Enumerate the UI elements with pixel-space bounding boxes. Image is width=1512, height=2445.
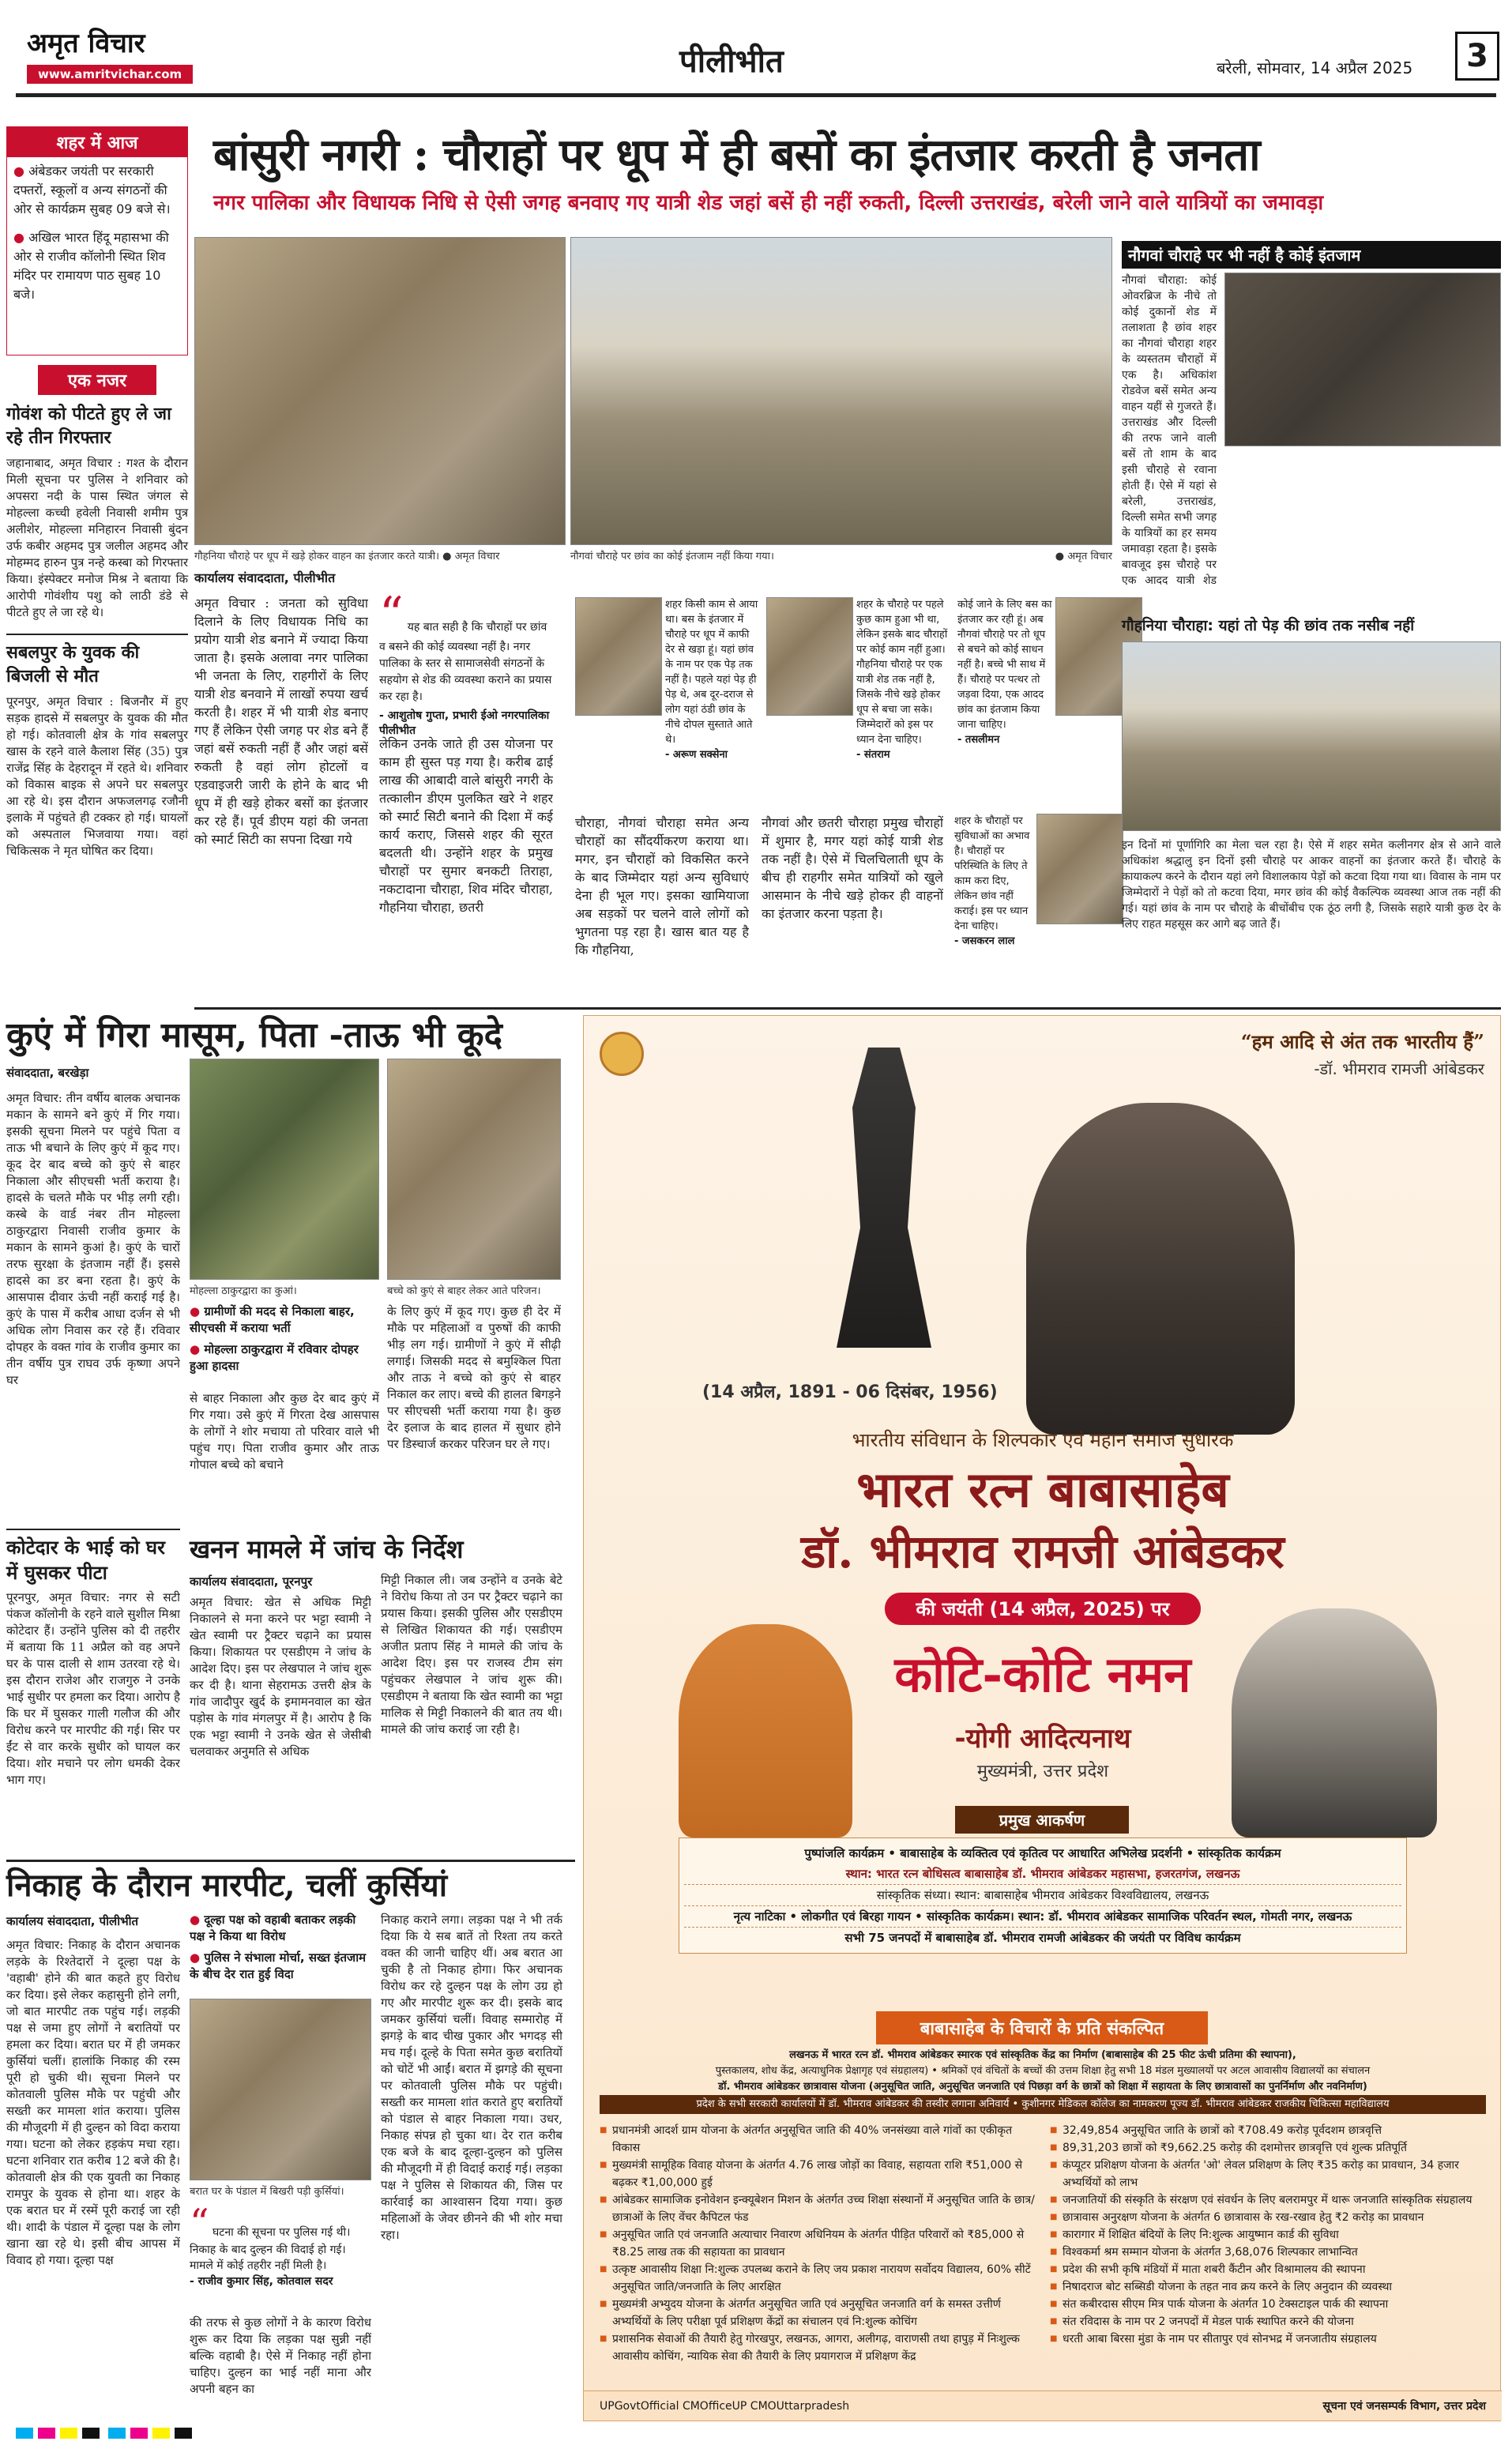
- scheme-item: ■ धरती आबा बिरसा मुंडा के नाम पर सीतापुर एवं सोनभद्र में जनजातीय संग्रहालय: [1050, 2330, 1486, 2348]
- vox-text: कोई जाने के लिए बस का इंतजार कर रही हूं। अब नौगवां चौराहे पर तो धूप से बचने को कोई साधन नहीं है। बच्चे भी साथ में हैं। चौराहे पर पत्थर तो जड़वा दिया, एक आदद छांव का इंतजाम किया जाना चाहिए। - तसलीमन: [957, 599, 1052, 746]
- well-body: के लिए कुएं में कूद गए। कुछ ही देर में मौके पर महिलाओं व पुरुषों की काफी भीड़ लग गई। ग्रामीणों ने कुएं में सीढ़ी लगाई। जिसकी मदद से बमुश्किल पिता और ताऊ ने बच्चे को कुएं से बाहर निकाल कर लाए। बच्चे की हालत बिगड़ने पर सीएचसी भर्ती कराया गया है। कुछ देर इलाज के बाद हालत में सुधार होने पर डिस्चार्ज करकर परिजन घर ले गए।: [387, 1304, 561, 1451]
- lead-body: अमृत विचार : जनता को सुविधा दिलाने के लिए विधायक निधि का प्रयोग यात्री शेड बनाने में ज्यादा किया जाता है। इसके अलावा नगर पालिका भी जनता के लिए, राहगीरों के लिए यात्री शेड बनवाने में लाखों रुपया खर्च करती है। शहर में भी यात्री शेड बनाए गए हैं लेकिन ऐसी जगह पर शेड बने हैं जहां बसें रुकती नहीं हैं और जहां बसें रुकती है वहां लोग होटलों व एडवाइजरी जारी के होने के बाद भी धूप में ही खड़े होकर बसों का इंतजार कर रहे हैं। पूर्व डीएम यहां की जनता को स्मार्ट सिटी का सपना दिखा गये: [194, 596, 368, 847]
- side-body: इन दिनों मां पूर्णागिरि का मेला चल रहा है। ऐसे में शहर समेत कलीनगर क्षेत्र से आने वाले अधिकांश श्रद्धालु इन दिनों इसी चौराहे पर आकर वाहनों का इंतजार करते हैं। चौराहे के कायाकल्प करने के दौरान यहां लगे विशालकाय पेड़ों को कटवा दिया गया था। विवास के नाम पर जिम्मेदारों ने पेड़ों को तो कटवा दिया, मगर छांव की कोई वैकल्पिक व्यवस्था आज तक नहीं की गई। यहां छांव के नाम पर चौराहे के बीचोंबीच एक ठूंठ लगी है, जिसके सहारे यात्री कुछ देर के लिए राहत महसूस कर आगे बढ़ जाते हैं।: [1122, 839, 1501, 931]
- photo-gauhaniya: [1122, 641, 1501, 831]
- story-headline: गोवंश को पीटते हुए ले जा रहे तीन गिरफ्तार: [6, 404, 171, 448]
- story-headline: सबलपुर के युवक की बिजली से मौत: [6, 634, 188, 689]
- scheme-item: ■ संत रविदास के नाम पर 2 जनपदों में मेडल पार्क स्थापित करने की योजना: [1050, 2313, 1486, 2330]
- today-item: ● अंबेडकर जयंती पर सरकारी दफ्तरों, स्कूलों व अन्य संगठनों की ओर से कार्यक्रम सुबह 09 बजे से।: [13, 164, 171, 216]
- well-bullets: ● ग्रामीणों की मदद से निकाला बाहर, सीएचसी में कराया भर्ती ● मोहल्ला ठाकुरद्वारा में रविवार दोपहर हुआ हादसा: [190, 1304, 359, 1373]
- kotedar-body: पूरनपुर, अमृत विचार: नगर से सटी पंकज कॉलोनी के रहने वाले सुशील मिश्रा कोटेदार हैं। उन्होंने पुलिस को दी तहरीर में बताया कि 11 अप्रैल को वह अपने घर के पास दाली से शाम उतरवा रहे थे। इस दौरान राजेश और राजगुरु ने उनके भाई सुधीर पर हमला कर दिया। आरोप है कि घर में घुसकर गाली गलौज की और विरोध करने पर मारपीट की गई। सिर पर ईंट से वार करके सुधीर को घायल कर दिया। शोर मचाने पर लोग धमकी देकर भाग गए।: [6, 1590, 180, 1787]
- lead-body: चौराहा, नौगवां चौराहा समेत अन्य चौराहों का सौंदर्यीकरण कराया था। मगर, इन चौराहों को विकसित करने के बाद जिम्मेदार यहां अन्य सुविधाएं देना ही भूल गए। इसका खामियाजा अब सड़कों पर चलने वाले लोगों को भुगतना पड़ रहा है। खास बात यह है कि गौहनिया,: [575, 815, 749, 957]
- photo-caption: बच्चे को कुएं से बाहर लेकर आते परिजन।: [387, 1285, 541, 1297]
- nikah-byline: कार्यालय संवाददाता, पीलीभीत: [6, 1914, 139, 1928]
- scheme-item: ■ कंप्यूटर प्रशिक्षण योजना के अंतर्गत 'ओ' लेवल प्रशिक्षण के लिए ₹35 करोड़ का प्रावधान, 34 हजार अभ्यर्थियों को लाभ: [1050, 2157, 1486, 2191]
- well-headline: कुएं में गिरा मासूम, पिता -ताऊ भी कूदे: [6, 1015, 502, 1055]
- ad-jayanti: की जयंती (14 अप्रैल, 2025) पर: [885, 1593, 1201, 1625]
- ad-signatory: -योगी आदित्यनाथ: [954, 1723, 1131, 1755]
- masthead: [0, 0, 1512, 118]
- vox-photo: [766, 597, 853, 716]
- lead-body: नौगवां और छतरी चौराहा प्रमुख चौराहों में शुमार है, मगर यहां कोई यात्री शेड तक नहीं है। ऐसे में चिलचिलाती धूप के बीच ही राहगीर समेत यात्रियों को खुले आसमान के नीचे खड़े होकर ही वाहनों का इंतजार करना पड़ता है।: [762, 815, 943, 921]
- pledge-box: लखनऊ में भारत रत्न डॉ. भीमराव आंबेडकर स्मारक एवं सांस्कृतिक केंद्र का निर्माण (बाबासाहेब की 25 फीट ऊंची प्रतिमा की स्थापना), पुस्तकालय, शोध केंद्र, अत्याधुनिक प्रेक्षागृह एवं संग्रहालय) • श्रमिकों एवं वंचितों के बच्चों की उत्तम शिक्षा हेतु सभी 18 मंडल मुख्यालयों पर अटल आवासीय विद्यालयों का संचालन डॉ. भीमराव आंबेडकर छात्रावास योजना (अनुसूचित जाति, अनुसूचित जनजाति एवं पिछड़ा वर्ग के छात्रों को शिक्षा में सहायता के लिए छात्रावासों का पुनर्निर्माण और नवनिर्माण) प्रदेश के सभी सरकारी कार्यालयों में डॉ. भीमराव आंबेडकर की तस्वीर लगाना अनिवार्य • कुशीनगर मेडिकल कॉलेज का नामकरण पूज्य डॉ. भीमराव आंबेडकर राजकीय चिकित्सा महाविद्यालय: [600, 2048, 1486, 2114]
- photo-caption: नौगवां चौराहे पर छांव का कोई इंतजाम नहीं किया गया। ● अमृत विचार: [570, 551, 1112, 562]
- nikah-body: निकाह कराने लगा। लड़का पक्ष ने भी तर्क दिया कि ये सब बातें तो रिश्ता तय करते वक्त की जानी चाहिए थीं। अब बरात आ चुकी है तो निकाह होगा। फिर अचानक विरोध कर रहे दुल्हन पक्ष के लोग उग्र हो गए और मारपीट शुरू कर दी। इसके बाद जमकर कुर्सियां चलीं। विवाह सम्मारोह में झगड़े के बाद चीख पुकार और भगदड़ सी मच गई। दूल्हे के पिता समेत कुछ बरातियों को चोटें भी आईं। बरात में झगड़े की सूचना पर कोतवाली पुलिस मौके पर पहुंची। सख्ती कर मामला शांत कराते हुए बरातियों को पंडाल से बाहर निकाला गया। उधर, निकाह संपन्न हो चुका था। देर रात करीब एक बजे के बाद दूल्हा-दुल्हन को पुलिस की मौजूदगी में ही विदाई कराई गई। लड़का पक्ष ने पुलिस से शिकायत की, जिस पर कार्रवाई का आश्वासन दिया गया। कुछ महिलाओं के जेवर छीनने की भी शोर मचा रहा।: [381, 1913, 562, 2242]
- scheme-item: ■ संत कबीरदास सीएम मित्र पार्क योजना के अंतर्गत 10 टेक्सटाइल पार्क की स्थापना: [1050, 2296, 1486, 2313]
- khanan-headline: खनन मामले में जांच के निर्देश: [190, 1534, 464, 1564]
- today-item: ● अखिल भारत हिंदू महासभा की ओर से राजीव कॉलोनी स्थित शिव मंदिर पर रामायण पाठ सुबह 10 बजे।: [13, 230, 169, 302]
- attractions-box: पुष्पांजलि कार्यक्रम • बाबासाहेब के व्यक्तित्व एवं कृतित्व पर आधारित अभिलेख प्रदर्शनी • सांस्कृतिक कार्यक्रम स्थान: भारत रत्न बोधिसत्व बाबासाहेब डॉ. भीमराव आंबेडकर महासभा, हजरतगंज, लखनऊ सांस्कृतिक संध्या। स्थान: बाबासाहेब भीमराव आंबेडकर विश्वविद्यालय, लखनऊ नृत्य नाटिका • लोकगीत एवं बिरहा गायन • सांस्कृतिक कार्यक्रम। स्थान: डॉ. भीमराव आंबेडकर सामाजिक परिवर्तन स्थल, गोमती नगर, लखनऊ सभी 75 जनपदों में बाबासाहेब डॉ. भीमराव रामजी आंबेडकर की जयंती पर विविध कार्यक्रम: [679, 1838, 1407, 1954]
- scheme-item: ■ छात्रावास अनुरक्षण योजना के अंतर्गत 6 छात्रावास के रख-रखाव हेतु ₹2 करोड़ का प्रावधान: [1050, 2209, 1486, 2226]
- social-handles[interactable]: UPGovtOfficial CMOfficeUP CMOUttarpradesh: [600, 2400, 850, 2413]
- side-head: नौगवां चौराहे पर भी नहीं है कोई इंतजाम: [1122, 241, 1501, 269]
- vox-photo: [575, 597, 662, 716]
- kotedar-headline: कोटेदार के भाई को घर में घुसकर पीटा: [6, 1529, 180, 1585]
- statue-image: [805, 1048, 963, 1348]
- scheme-item: ■ आंबेडकर सामाजिक इनोवेशन इन्क्यूबेशन मिशन के अंतर्गत उच्च शिक्षा संस्थानों में अनुसूचित जाति के छात्र/छात्राओं के लिए वेंचर कैपिटल फंड: [600, 2191, 1042, 2226]
- ek-nazar-label: एक नजर: [38, 365, 156, 395]
- lead-subhead: नगर पालिका और विधायक निधि से ऐसी जगह बनवाए गए यात्री शेड जहां बसें ही नहीं रुकती, दिल्ली उत्तराखंड, बरेली जाने वाले यात्रियों का जमावड़ा: [213, 191, 1324, 215]
- well-body: से बाहर निकाला और कुछ देर बाद कुएं में गिर गया। उसे कुएं में गिरता देख आसपास के लोगों ने शोर मचाया तो परिवार वाले भी पहुंच गए। पिता राजीव कुमार और ताऊ गोपाल बच्चे को बचाने: [190, 1391, 379, 1472]
- nikah-body: अमृत विचार: निकाह के दौरान अचानक लड़के के रिश्तेदारों ने दूल्हा पक्ष के 'वहाबी' होने की बात कहते हुए विरोध कर दिया। इसे लेकर कहासुनी होने लगी, जो बात मारपीट तक पहुंच गई। लड़की पक्ष से जमा हुए लोगों ने बरातियों पर हमला कर दिया। बरात घर में ही जमकर कुर्सियां चलीं। हालांकि निकाह की रस्म पूरी हो चुकी थी। सूचना मिलने पर कोतवाली पुलिस मौके पर पहुंची और सख्ती कर मामला शांत कराया। पुलिस की मौजूदगी में ही दुल्हन को विदा कराया गया। घटना को लेकर हड़कंप मचा रहा। घटना शनिवार रात करीब 12 बजे की है। कोतवाली क्षेत्र की एक युवती का निकाह रामपुर के युवक से होना था। शहर के एक बरात घर में रस्में पूरी कराई जा रही थी। शादी के पंडाल में दूल्हा पक्ष के लोग खाना खा रहे थे। इसी बीच आपस में विवाद हो गया। दूल्हा पक्ष: [6, 1938, 180, 2267]
- dateline: बरेली, सोमवार, 14 अप्रैल 2025: [1217, 58, 1413, 77]
- scheme-item: ■ विश्वकर्मा श्रम सम्मान योजना के अंतर्गत 3,68,076 शिल्पकार लाभान्वित: [1050, 2244, 1486, 2261]
- scheme-item: ■ 89,31,203 छात्रों को ₹9,662.25 करोड़ की दशमोत्तर छात्रवृत्ति एवं शुल्क प्रतिपूर्ति: [1050, 2139, 1486, 2157]
- pledge-title: बाबासाहेब के विचारों के प्रति संकल्पित: [876, 2011, 1208, 2044]
- scheme-item: ■ मुख्यमंत्री अभ्युदय योजना के अंतर्गत अनुसूचित जाति एवं अनुसूचित जनजाति वर्ग के समस्त उत्तीर्ण अभ्यर्थियों के लिए परीक्षा पूर्व प्रशिक्षण केंद्रों का संचालन एवं नि:शुल्क कोचिंग: [600, 2296, 1042, 2330]
- masthead-rule: [16, 93, 1496, 97]
- well-byline: संवाददाता, बरखेड़ा: [6, 1066, 89, 1080]
- page-number: 3: [1455, 32, 1499, 81]
- ad-designation: मुख्यमंत्री, उत्तर प्रदेश: [976, 1762, 1109, 1781]
- vox-text: शहर किसी काम से आया था। बस के इंतजार में चौराहे पर धूप में काफी देर से खड़ा हूं। यहां छांव के नाम पर एक पेड़ तक नहीं है। पहले यहां पेड़ ही पेड़ थे, अब दूर-दराज से लोग यहां ठंडी छांव के नीचे दोपल सुस्ताते आते थे। - अरूण सक्सेना: [665, 599, 758, 761]
- photo-caption: बरात घर के पंडाल में बिखरी पड़ी कुर्सियां।: [190, 2186, 344, 2198]
- photo-well: [190, 1059, 379, 1280]
- scheme-item: ■ जनजातियों की संस्कृति के संरक्षण एवं संवर्धन के लिए बलरामपुर में थारू जनजाति सांस्कृतिक संग्रहालय: [1050, 2191, 1486, 2209]
- nikah-quote: “ घटना की सूचना पर पुलिस गई थी। निकाह के बाद दुल्हन की विदाई हो गई। मामले में कोई तहरीर नहीं मिली है। - राजीव कुमार सिंह, कोतवाल सदर: [190, 2201, 351, 2288]
- vox-text: शहर के चौराहे पर पहले कुछ काम हुआ भी था, लेकिन इसके बाद चौराहों पर कोई काम नहीं हुआ। गौहनिया चौराहे पर एक यात्री शेड तक नहीं है, जिसके नीचे खड़े होकर धूप से बचा जा सके। जिम्मेदारों को इस पर ध्यान देना चाहिए। - संतराम: [856, 599, 948, 761]
- scheme-item: ■ प्रदेश की सभी कृषि मंडियों में माता शबरी कैंटीन और विश्रामालय की स्थापना: [1050, 2261, 1486, 2278]
- vox-photo: [1036, 814, 1123, 924]
- well-body: अमृत विचार: तीन वर्षीय बालक अचानक मकान के सामने बने कुएं में गिर गया। इसकी सूचना मिलने पर पहुंचे पिता व ताऊ भी बचाने के लिए कुएं में कूद गए। कूद देर बाद बच्चे को कुएं से बाहर निकाला और सीएचसी भर्ती कराया है। हादसे के चलते मौके पर भीड़ लगी रही। कस्बे के वार्ड नंबर तीन मोहल्ला ठाकुरद्वारा निवासी राजीव कुमार के मकान के सामने कुआं है। कुएं के चारों तरफ सुरक्षा के इंतजाम नहीं हैं। इससे हादसे का डर बना रहता है। कुएं के आसपास दीवार ऊंची नहीं कराई गई है। कुएं के पास में करीब आधा दर्जन से भी अधिक लोग निवास कर रहे हैं। रविवार दोपहर के वक्त गांव के राजीव कुमार का तीन वर्षीय पुत्र राघव उर्फ कृष्णा अपने घर: [6, 1091, 180, 1387]
- attractions-title: प्रमुख आकर्षण: [955, 1806, 1129, 1834]
- brand-url-badge[interactable]: www.amritvichar.com: [27, 65, 193, 84]
- up-govt-emblem-icon: [600, 1032, 644, 1076]
- ambedkar-ad: [583, 1015, 1501, 2421]
- scheme-item: ■ प्रधानमंत्री आदर्श ग्राम योजना के अंतर्गत अनुसूचित जाति की 40% जनसंख्या वाले गांवों का एकीकृत विकास: [600, 2122, 1042, 2157]
- quote-mark-icon: “: [379, 587, 404, 642]
- schemes-right: [1050, 2122, 1486, 2348]
- khanan-byline: कार्यालय संवाददाता, पूरनपुर: [190, 1574, 313, 1589]
- pull-quote: “ यह बात सही है कि चौराहों पर छांव व बसने की कोई व्यवस्था नहीं है। नगर पालिका के स्तर से सामाजसेवी संगठनों के सहयोग से शेड की व्यवस्था कराने का प्रयास कर रहा है। - आशुतोष गुप्ता, प्रभारी ईओ नगरपालिका पीलीभीत: [379, 587, 552, 737]
- ad-dates: (14 अप्रैल, 1891 - 06 दिसंबर, 1956): [702, 1382, 998, 1402]
- story-body: जहानाबाद, अमृत विचार : गश्त के दौरान मिली सूचना पर पुलिस ने शनिवार को अपसरा नदी के पास स्थित जंगल से मोहल्ला कच्ची हवेली निवासी शमीम पुत्र अलीशेर, मोहल्ला मनिहारन निवासी बुंदन उर्फ कबीर अहमद पुत्र जलील अहमद और मोहम्मद हारुन पुत्र नन्हे कस्बा को गिरफ्तार किया। इंस्पेक्टर मनोज मिश्र ने बताया कि आरोपी गोवंशीय पशु को लाठी डंडे से पीटते हुए ले जा रहे थे।: [6, 456, 188, 619]
- scheme-item: ■ अनुसूचित जाति एवं जनजाति अत्याचार निवारण अधिनियम के अंतर्गत पीड़ित परिवारों को ₹85,000 से ₹8.25 लाख तक की सहायता का प्रावधान: [600, 2226, 1042, 2261]
- lead-byline: कार्यालय संवाददाता, पीलीभीत: [194, 570, 336, 585]
- ad-footer: [584, 2390, 1502, 2421]
- scheme-item: ■ उत्कृष्ट आवासीय शिक्षा नि:शुल्क उपलब्ध कराने के लिए जय प्रकाश नारायण सर्वोदय विद्यालय, 60% सीटें अनुसूचित जाति/जनजाति के लिए आरक्षित: [600, 2261, 1042, 2296]
- scheme-item: ■ कारागार में शिक्षित बंदियों के लिए नि:शुल्क आयुष्मान कार्ड की सुविधा: [1050, 2226, 1486, 2244]
- section-rule: [194, 1007, 1501, 1010]
- vox-text: शहर के चौराहों पर सुविधाओं का अभाव है। चौराहों पर परिस्थिति के लिए ते काम करा दिए, लेकिन छांव नहीं कराई। इस पर ध्यान देना चाहिए। - जसकरन लाल: [954, 815, 1030, 947]
- brand-logo: अमृत विचार: [27, 28, 145, 59]
- lead-headline: बांसुरी नगरी : चौराहों पर धूप में ही बसों का इंतजार करती है जनता: [213, 129, 1260, 181]
- quote-mark-icon: “: [190, 2201, 209, 2245]
- scheme-item: ■ निषादराज बोट सब्सिडी योजना के तहत नाव क्रय करने के लिए अनुदान की व्यवस्था: [1050, 2278, 1486, 2296]
- photo-rescue: [387, 1059, 561, 1280]
- photo-caption: गौहनिया चौराहे पर धूप में खड़े होकर वाहन का इंतजार करते यात्री। ● अमृत विचार: [194, 551, 500, 562]
- today-box: [6, 126, 188, 355]
- ad-department: सूचना एवं जनसम्पर्क विभाग, उत्तर प्रदेश: [1322, 2400, 1486, 2413]
- ad-quote: “हम आदि से अंत तक भारतीय हैं” -डॉ. भीमराव रामजी आंबेडकर: [1240, 1030, 1484, 1078]
- photo-bus-waiting: [194, 237, 566, 545]
- khanan-body: मिट्टी निकाल ली। जब उन्होंने व उनके बेटे ने विरोध किया तो उन पर ट्रैक्टर चढ़ाने का प्रयास किया। इसकी पुलिस और एसडीएम से लिखित शिकायत की गई। एसडीएम अजीत प्रताप सिंह ने मामले की जांच के आदेश दिए। इस पर राजस्व टीम संग पहुंचकर लेखपाल ने जांच शुरू की। एसडीएम ने बताया कि खेत स्वामी का भट्टा मालिक से मिट्टी निकालने की बात तय थी। मामले की जांच कराई जा रही है।: [381, 1573, 562, 1736]
- scheme-item: ■ मुख्यमंत्री सामूहिक विवाह योजना के अंतर्गत 4.76 लाख जोड़ों का विवाह, सहायता राशि ₹51,000 से बढ़कर ₹1,00,000 हुई: [600, 2157, 1042, 2191]
- photo-chauraha-aerial: [570, 237, 1112, 545]
- city-title: पीलीभीत: [679, 43, 784, 80]
- photo-caption: मोहल्ला ठाकुरद्वारा का कुआं।: [190, 1285, 297, 1297]
- ad-title1: भारत रत्न बाबासाहेब: [856, 1461, 1229, 1518]
- photo-chairs: [190, 1999, 371, 2180]
- khanan-body: अमृत विचार: खेत से अधिक मिट्टी निकालने से मना करने पर भट्टा स्वामी ने खेत स्वामी पर ट्रैक्टर चढ़ाने का प्रयास किया। शिकायत पर एसडीएम ने जांच के आदेश दिए। इस पर लेखपाल ने जांच शुरू कर दी है। थाना सेहरामऊ उत्तरी क्षेत्र के गांव जादौपुर खुर्द के इमामनवाल का खेत पड़ोस के गांव मंगलपुर में है। आरोप है कि एक भट्टा स्वामी ने उनके खेत से जेसीबी चलवाकर अनुमति से अधिक: [190, 1595, 371, 1759]
- ad-naman: कोटि-कोटि नमन: [894, 1646, 1191, 1703]
- nikah-bullets: ● दूल्हा पक्ष को वहाबी बताकर लड़की पक्ष ने किया था विरोध ● पुलिस ने संभाला मोर्चा, सख्त इंतजाम के बीच देर रात हुई विदा: [190, 1913, 367, 1981]
- schemes-left: [600, 2122, 1042, 2365]
- lead-body: लेकिन उनके जाते ही उस योजना पर काम ही सुस्त पड़ गया है। करीब ढाई लाख की आबादी वाले बांसुरी नगरी के तत्कालीन डीएम पुलकित खरे ने शहर को स्मार्ट सिटी बनाने की दिशा में कई कार्य कराए, जिससे शहर की सूरत बदलती थी। उन्होंने शहर के प्रमुख चौराहों पर सुमार बनकटी तिराहा, नकटादाना चौराहा, शिव मंदिर चौराहा, गौहनिया चौराहा, छतरी: [379, 736, 553, 915]
- scheme-item: ■ 32,49,854 अनुसूचित जाति के छात्रों को ₹708.49 करोड़ पूर्वदशम छात्रवृत्ति: [1050, 2122, 1486, 2139]
- portrait-ambedkar: [1026, 1103, 1295, 1435]
- side-head: गौहनिया चौराहा: यहां तो पेड़ की छांव तक नसीब नहीं: [1122, 617, 1415, 634]
- today-title: शहर में आज: [7, 127, 187, 157]
- story-body: पूरनपुर, अमृत विचार : बिजनौर में हुए सड़क हादसे में सबलपुर के युवक की मौत हो गई। कोतवाली क्षेत्र के गांव सबलपुर खास के रहने वाले कैलाश सिंह (35) पुत्र राजेंद्र सिंह के देहरादून में रहते थे। शनिवार को विकास बाइक से अपने घर सबलपुर आ रहे थे। इस दौरान अफजलगढ़ रजौनी इलाके में पहुंचते ही टक्कर हो गई। घायलों को अस्पताल भिजवाया गया। वहां चिकित्सक ने मृत घोषित कर दिया।: [6, 694, 188, 858]
- nikah-headline: निकाह के दौरान मारपीट, चलीं कुर्सियां: [6, 1867, 448, 1904]
- section-rule: [6, 1860, 575, 1862]
- ad-title2: डॉ. भीमराव रामजी आंबेडकर: [801, 1525, 1284, 1578]
- print-registration-strip: [16, 2427, 1496, 2439]
- ad-tagline: भारतीय संविधान के शिल्पकार एवं महान समाज सुधारक: [852, 1429, 1234, 1451]
- scheme-item: ■ प्रशासनिक सेवाओं की तैयारी हेतु गोरखपुर, लखनऊ, आगरा, अलीगढ़, वाराणसी तथा हापुड़ में निःशुल्क आवासीय कोचिंग, न्यायिक सेवा की तैयारी के लिए प्रयागराज में प्रशिक्षण केंद्र: [600, 2330, 1042, 2365]
- nikah-body: की तरफ से कुछ लोगों ने के कारण विरोध शुरू कर दिया कि लड़का पक्ष सुन्नी नहीं बल्कि वहाबी है। ऐसे में निकाह नहीं होना चाहिए। दुल्हन का भाई नहीं माना और अपनी बहन का: [190, 2315, 371, 2396]
- side-body: नौगवां चौराहा: कोई ओवरब्रिज के नीचे तो कोई दुकानों शेड में तलाशता है छांव शहर का नौगवां चौराहा शहर के व्यस्ततम चौराहों में एक है। अधिकांश रोडवेज बसें समेत अन्य वाहन यहीं से गुजरते हैं। उत्तराखंड और दिल्ली की तरफ जाने वाली बसें तो शाम के बाद इसी चौराहे से रवाना होती हैं। ऐसे में यहां से बरेली, उत्तराखंड, दिल्ली समेत सभी जगह के यात्रियों का हर समय जमावड़ा रहता है। इसके बावजूद इस चौराहे पर एक आदद यात्री शेड: [1122, 274, 1217, 587]
